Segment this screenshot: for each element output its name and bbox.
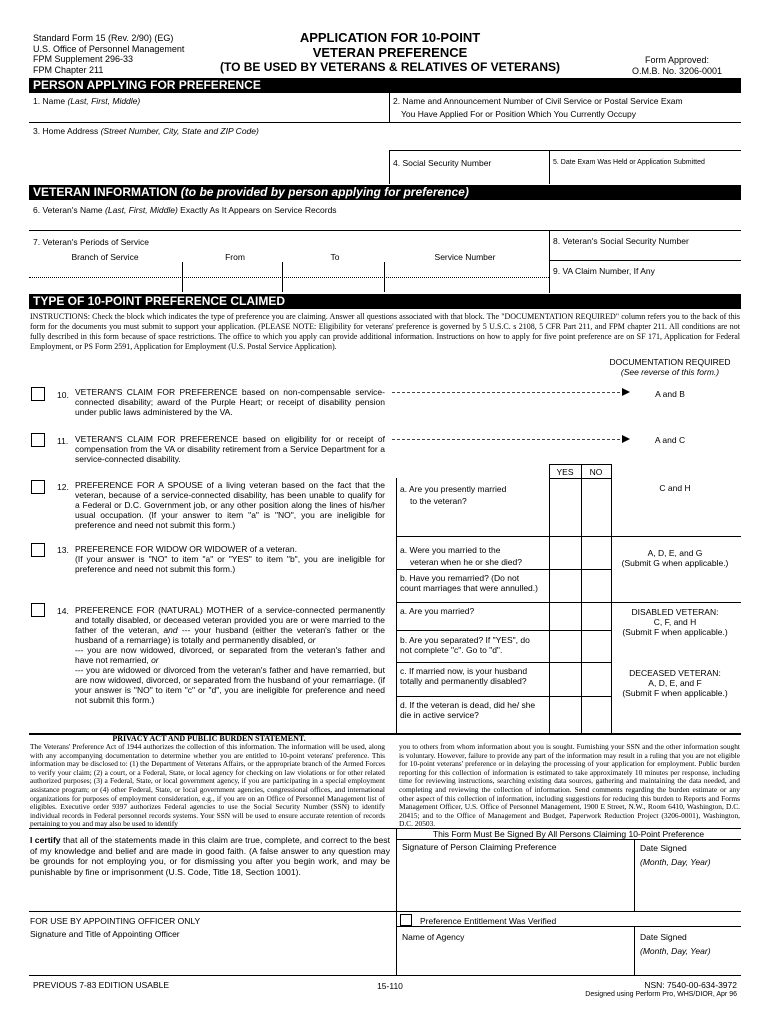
field-6-veteran-name[interactable] (33, 205, 337, 215)
section-title: TYPE OF 10-POINT PREFERENCE CLAIMED (33, 294, 286, 308)
doc-text: A, D, E, and F (648, 678, 702, 688)
section-subtitle: (to be provided by person applying for preference) (180, 185, 469, 199)
item-11-number: 11. (57, 436, 69, 446)
item-12-doc: C and H (659, 483, 691, 493)
form-code: 15-110 (377, 981, 403, 991)
no-header: NO (589, 467, 603, 477)
agency-name-field[interactable]: Name of Agency (402, 932, 465, 942)
doc-text: A, D, E, and G (647, 548, 703, 558)
omb-approval (622, 55, 732, 77)
col-from: From (225, 252, 245, 262)
question-text-cont: veteran when he or she died? (410, 557, 522, 567)
field-7-periods: 7. Veteran's Periods of Service (33, 237, 149, 247)
checkbox-item-12[interactable] (31, 480, 45, 494)
item-14-text (75, 605, 385, 705)
field-label: 1. Name (33, 96, 66, 106)
field-8-veteran-ssn[interactable]: 8. Veteran's Social Security Number (553, 236, 689, 246)
title-line-2: VETERAN PREFERENCE (312, 45, 468, 60)
item-13-note: (If your answer is "NO" to item "a" or "YES" to item "b", you are ineligible for preference and need not submit this form.) (75, 554, 385, 574)
item-10-doc: A and B (655, 389, 685, 399)
date-signed-officer[interactable] (640, 932, 711, 956)
item-10-text: VETERAN'S CLAIM FOR PREFERENCE based on non-compensable service-connected disability; award of the Purple Heart; or receipt of disability pension under public laws administered by the VA. (75, 387, 385, 417)
doc-text: DISABLED VETERAN: (631, 607, 719, 617)
privacy-text-right: you to others from whom information about you is sought. Furnishing your SSN and the other information sought is voluntary. However, failure to provide any part of the information may result in a ruling that you are not eligible for 10-point veterans' preference or in delaying the processing of your application for employment. Public burden reporting for this collection of information is estimated to take approximately 10 minutes per response, including time for reviewing instructions, searching existing data sources, gathering and maintaining the data needed, and completing and reviewing the collection of information. Send comments regarding the burden estimate or any other aspect of this collection of information, including suggestions for reducing this burden to Reports and Forms Management Officer, U.S. Office of Personnel Management, 1900 E Street, N.W., Room 6410, Washington, D.C. 20415; and to the Office of Management and Budget, Paperwork Reduction Project (3206-0001), Washington, D.C. 20503. (399, 742, 740, 829)
item-12-text: PREFERENCE FOR A SPOUSE of a living veteran based on the fact that the veteran, because of a service-connected disability, has been unable to qualify for a Federal or D.C. Government job, or any other position along the lines of his/her usual occupation. (If your answer to item "a" is "NO", you are ineligible for preference and need not submit this form.) (75, 480, 385, 530)
officer-title: FOR USE BY APPOINTING OFFICER ONLY (30, 916, 201, 926)
col-branch: Branch of Service (71, 252, 139, 262)
privacy-title: PRIVACY ACT AND PUBLIC BURDEN STATEMENT. (112, 734, 306, 743)
section-title: VETERAN INFORMATION (33, 185, 178, 199)
field-label-cont: You Have Applied For or Position Which You Currently Occupy (401, 109, 636, 119)
item-14-part-a: PREFERENCE FOR (NATURAL) MOTHER of a service-connected permanently and totally disabled, or deceased veteran provided you are or were married to the father of the veteran, (75, 605, 385, 635)
col-service-number: Service Number (434, 252, 496, 262)
designed-by: Designed using Perform Pro, WHS/DIOR, Apr 96 (585, 991, 737, 998)
field-1-name[interactable] (33, 96, 140, 106)
officer-signature[interactable]: Signature and Title of Appointing Officer (30, 929, 180, 939)
certify-bold: I certify (30, 835, 61, 845)
item-13-question-a (400, 545, 545, 567)
section-preference-type (29, 294, 741, 309)
item-12-number: 12. (57, 482, 69, 492)
item-14-part-b: --- your husband (either the veteran's father or the husband of a remarriage) is totally and permanently disabled, (75, 625, 385, 645)
certify-text: that all of the statements made in this claim are true, complete, and correct to the best of my knowledge and belief and are made in good faith. (A false answer to any question may be grounds for not employing you, or for dismissing you after you begin work, and may be punishable by fine or imprisonment (U.S. Code, Title 18, Section 1001). (30, 835, 390, 877)
field-label: Date Signed (640, 932, 687, 942)
item-13-question-b: b. Have you remarried? (Do not count marriages that were annulled.) (400, 573, 538, 593)
field-label: Date Signed (640, 843, 687, 853)
field-4-ssn[interactable]: 4. Social Security Number (393, 158, 492, 168)
field-hint: (Street Number, City, State and ZIP Code) (100, 126, 259, 136)
field-hint: (Last, First, Middle) (67, 96, 141, 106)
field-label: 6. Veteran's Name (33, 205, 103, 215)
yes-header: YES (556, 467, 574, 477)
doc-text: C, F, and H (653, 617, 697, 627)
checkbox-verified[interactable] (400, 914, 412, 926)
field-label: 3. Home Address (33, 126, 99, 136)
doc-note: (Submit G when applicable.) (621, 558, 729, 568)
field-3-address[interactable] (33, 126, 259, 136)
form-title (210, 30, 570, 75)
field-2-exam[interactable] (393, 96, 683, 119)
item-10-number: 10. (57, 390, 69, 400)
arrow-icon (622, 388, 630, 396)
section-title: PERSON APPLYING FOR PREFERENCE (33, 78, 261, 92)
fpm-chapter: FPM Chapter 211 (33, 64, 104, 75)
form-id-block (33, 33, 184, 75)
date-signed-claimant[interactable] (640, 843, 711, 867)
doc-required-hint: (See reverse of this form.) (620, 367, 720, 377)
privacy-text-left: The Veterans' Preference Act of 1944 authorizes the collection of this information. The information will be used, along with any accompanying documentation to determine whether you are entitled to 10-point veterans' preference. This information may be disclosed to: (1) the Department of Veterans Affairs, or the appropriate branch of the Armed Forces to verify your claim; (2) a court, or a Federal, State, or local agency for checking on law violations or for other related authorized purposes; (3) a Federal, State, or local government agency, if you are participating in a special employment assistance program; or (4) other Federal, State, or local government agencies, congressional offices, and international organizations for purposes of employment consideration, e.g., if you are on an Office of Personnel Management list of eligibles. Executive order 9397 authorizes Federal agencies to use the Social Security Number (SSN) to identify individual records in Federal personnel records systems. Your SSN will be used to ensure accurate retention of records pertaining to you and may also be used to identify (30, 742, 385, 829)
form-approved: Form Approved: (644, 55, 710, 65)
nsn: NSN: 7540-00-634-3972 (644, 980, 737, 990)
doc-text: DECEASED VETERAN: (629, 668, 721, 678)
item-13-heading: PREFERENCE FOR WIDOW OR WIDOWER of a veteran. (75, 544, 297, 554)
question-text-cont: to the veteran? (410, 496, 467, 506)
item-14-question-c: c. If married now, is your husband totally and permanently disabled? (400, 666, 528, 686)
item-13-number: 13. (57, 545, 69, 555)
col-to: To (330, 252, 340, 262)
item-14-doc-disabled (615, 607, 735, 637)
item-14-part-d: --- you are widowed or divorced from the veteran's father and have remarried, but are now widowed, divorced, or separated from the husband of your remarriage. (if your answer is "NO" to item "c" or "d", you are ineligible for preference and need not submit this form.) (75, 665, 385, 705)
item-14-number: 14. (57, 606, 69, 616)
doc-required-header (600, 357, 740, 377)
item-11-doc: A and C (654, 435, 686, 445)
question-text: a. Were you married to the (400, 545, 501, 555)
item-14-or: or (307, 635, 316, 645)
item-14-or: or (151, 655, 159, 665)
verified-label: Preference Entitlement Was Verified (420, 916, 557, 926)
form-number: Standard Form 15 (Rev. 2/90) (EG) (33, 33, 174, 43)
checkbox-item-11[interactable] (31, 433, 45, 447)
doc-note: (Submit F when applicable.) (622, 688, 728, 698)
doc-required: DOCUMENTATION REQUIRED (609, 357, 731, 367)
previous-edition: PREVIOUS 7-83 EDITION USABLE (33, 980, 170, 990)
item-14-part-c: --- you are now widowed, divorced, or separated from the veteran's father and have not remarried, (75, 645, 385, 665)
agency-name: U.S. Office of Personnel Management (33, 43, 185, 54)
must-sign-note: This Form Must Be Signed By All Persons Claiming 10-Point Preference (432, 829, 705, 839)
item-14-question-d: d. If the veteran is dead, did he/ she die in active service? (400, 700, 536, 720)
field-5-exam-date[interactable]: 5. Date Exam Was Held or Application Submitted (553, 159, 705, 166)
checkbox-item-10[interactable] (31, 387, 45, 401)
item-14-question-a: a. Are you married? (400, 606, 475, 616)
instructions: INSTRUCTIONS: Check the block which indicates the type of preference you are claiming. Answer all questions associated with that block. The "DOCUMENTATION REQUIRED" column refers you to the back of this form for the documents you must submit to support your application. (PLEASE NOTE: Eligibility for veterans' preference is governed by 5 U.S.C. s 2108, 5 CFR Part 211, and FPM chapter 211. All conditions are not fully described in this form because of space restrictions. The office to which you apply can provide additional information. Instructions on how to apply for five point preference are on SF 171, Application for Federal Employment, or PS Form 2591, Application for Employment (U.S. Postal Service Application). (30, 312, 740, 351)
item-13-text (75, 544, 385, 574)
doc-note: (Submit F when applicable.) (622, 627, 728, 637)
section-veteran-info (29, 185, 741, 200)
title-line-1: APPLICATION FOR 10-POINT (299, 30, 481, 45)
item-12-question-a (400, 484, 545, 506)
certification (30, 835, 390, 877)
field-hint: (Last, First, Middle) (105, 205, 178, 215)
arrow-icon (622, 435, 630, 443)
field-label: 2. Name and Announcement Number of Civil Service or Postal Service Exam (393, 96, 683, 106)
section-person-applying (29, 78, 741, 93)
signature-claimant[interactable]: Signature of Person Claiming Preference (402, 842, 557, 852)
item-14-and: and (163, 625, 178, 635)
field-9-va-claim[interactable]: 9. VA Claim Number, If Any (553, 266, 655, 276)
field-hint: (Month, Day, Year) (640, 857, 711, 867)
title-line-3: (TO BE USED BY VETERANS & RELATIVES OF VETERANS) (219, 60, 561, 74)
checkbox-item-14[interactable] (31, 603, 45, 617)
field-label-cont: Exactly As It Appears on Service Records (180, 205, 337, 215)
checkbox-item-13[interactable] (31, 543, 45, 557)
item-13-doc (615, 548, 735, 568)
item-14-question-b: b. Are you separated? If "YES", do not complete "c". Go to "d". (400, 635, 530, 655)
omb-number: O.M.B. No. 3206-0001 (631, 66, 723, 76)
field-hint: (Month, Day, Year) (640, 946, 711, 956)
fpm-supplement: FPM Supplement 296-33 (33, 54, 134, 64)
item-14-doc-deceased (615, 668, 735, 698)
item-11-text: VETERAN'S CLAIM FOR PREFERENCE based on eligibility for or receipt of compensation from the VA or disability retirement from a Service Department for a service-connected disability. (75, 434, 385, 464)
question-text: a. Are you presently married (400, 484, 507, 494)
